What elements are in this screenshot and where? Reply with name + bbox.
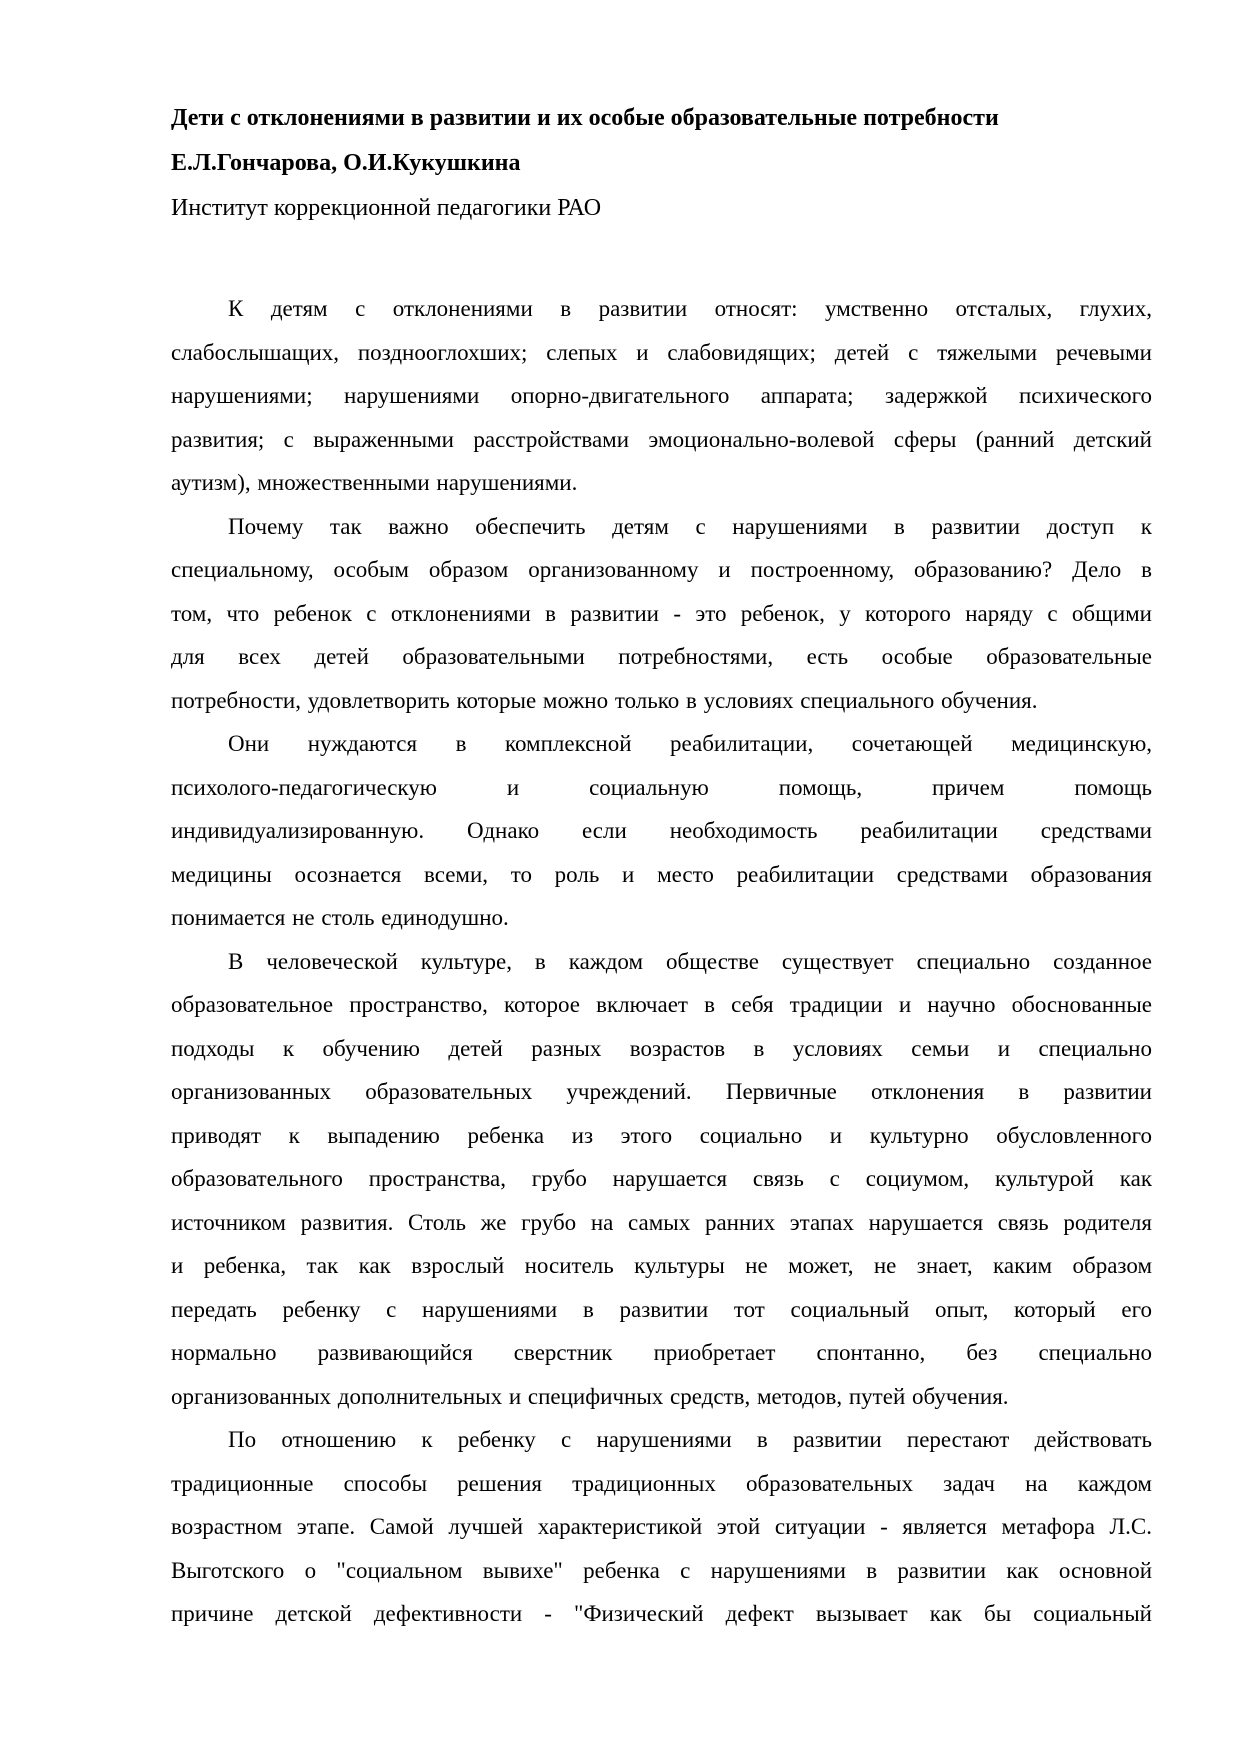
text-line: возрастном этапе. Самой лучшей характеристикой этой ситуации - является метафора Л.С. bbox=[171, 1514, 1152, 1539]
document-authors: Е.Л.Гончарова, О.И.Кукушкина bbox=[171, 150, 521, 176]
text-line: аутизм), множественными нарушениями. bbox=[171, 470, 578, 495]
paragraph bbox=[171, 505, 1152, 723]
text-line: для всех детей образовательными потребностями, есть особые образовательные bbox=[171, 644, 1152, 669]
document-affiliation: Институт коррекционной педагогики РАО bbox=[171, 195, 602, 221]
text-line: образовательное пространство, которое включает в себя традиции и научно обоснованные bbox=[171, 992, 1152, 1017]
text-line: медицины осознается всеми, то роль и место реабилитации средствами образования bbox=[171, 861, 1152, 887]
text-line: Выготского о "социальном вывихе" ребенка с нарушениями в развитии как основной bbox=[171, 1557, 1152, 1583]
document-body bbox=[171, 287, 1152, 1636]
text-line: образовательного пространства, грубо нарушается связь с социумом, культурой как bbox=[171, 1166, 1152, 1191]
paragraph bbox=[171, 722, 1152, 940]
text-line: К детям с отклонениями в развитии относят: умственно отсталых, глухих, bbox=[228, 296, 1152, 321]
text-line: Они нуждаются в комплексной реабилитации, сочетающей медицинскую, bbox=[228, 731, 1152, 756]
text-line: источником развития. Столь же грубо на самых ранних этапах нарушается связь родителя bbox=[171, 1209, 1152, 1235]
text-line: понимается не столь единодушно. bbox=[171, 905, 509, 930]
text-line: нарушениями; нарушениями опорно-двигательного аппарата; задержкой психического bbox=[171, 383, 1152, 408]
text-line: организованных образовательных учреждений. Первичные отклонения в развитии bbox=[171, 1079, 1152, 1104]
text-line: индивидуализированную. Однако если необходимость реабилитации средствами bbox=[171, 818, 1152, 843]
paragraph bbox=[171, 287, 1152, 505]
document-content bbox=[171, 96, 1152, 1636]
text-line: том, что ребенок с отклонениями в развитии - это ребенок, у которого наряду с общими bbox=[171, 600, 1152, 626]
text-line: и ребенка, так как взрослый носитель культуры не может, не знает, каким образом bbox=[171, 1253, 1152, 1278]
text-line: По отношению к ребенку с нарушениями в развитии перестают действовать bbox=[228, 1427, 1152, 1452]
text-line: В человеческой культуре, в каждом обществе существует специально созданное bbox=[228, 948, 1152, 974]
document-title: Дети с отклонениями в развитии и их особые образовательные потребности bbox=[171, 105, 999, 131]
text-line: причине детской дефективности - "Физический дефект вызывает как бы социальный bbox=[171, 1601, 1152, 1626]
text-line: Почему так важно обеспечить детям с нарушениями в развитии доступ к bbox=[228, 513, 1152, 539]
text-line: развития; с выраженными расстройствами эмоционально-волевой сферы (ранний детский bbox=[171, 426, 1152, 452]
text-line: организованных дополнительных и специфичных средств, методов, путей обучения. bbox=[171, 1383, 1009, 1409]
text-line: приводят к выпадению ребенка из этого социально и культурно обусловленного bbox=[171, 1122, 1152, 1148]
paragraph bbox=[171, 1418, 1152, 1636]
text-line: потребности, удовлетворить которые можно только в условиях специального обучения. bbox=[171, 687, 1038, 713]
text-line: нормально развивающийся сверстник приобретает спонтанно, без специально bbox=[171, 1340, 1152, 1365]
text-line: специальному, особым образом организованному и построенному, образованию? Дело в bbox=[171, 557, 1152, 582]
text-line: психолого-педагогическую и социальную помощь, причем помощь bbox=[171, 774, 1152, 800]
text-line: подходы к обучению детей разных возрастов в условиях семьи и специально bbox=[171, 1035, 1152, 1061]
text-line: слабослышащих, позднооглохших; слепых и слабовидящих; детей с тяжелыми речевыми bbox=[171, 339, 1152, 365]
paragraph bbox=[171, 940, 1152, 1419]
text-line: традиционные способы решения традиционных образовательных задач на каждом bbox=[171, 1470, 1152, 1496]
text-line: передать ребенку с нарушениями в развитии тот социальный опыт, который его bbox=[171, 1296, 1152, 1322]
